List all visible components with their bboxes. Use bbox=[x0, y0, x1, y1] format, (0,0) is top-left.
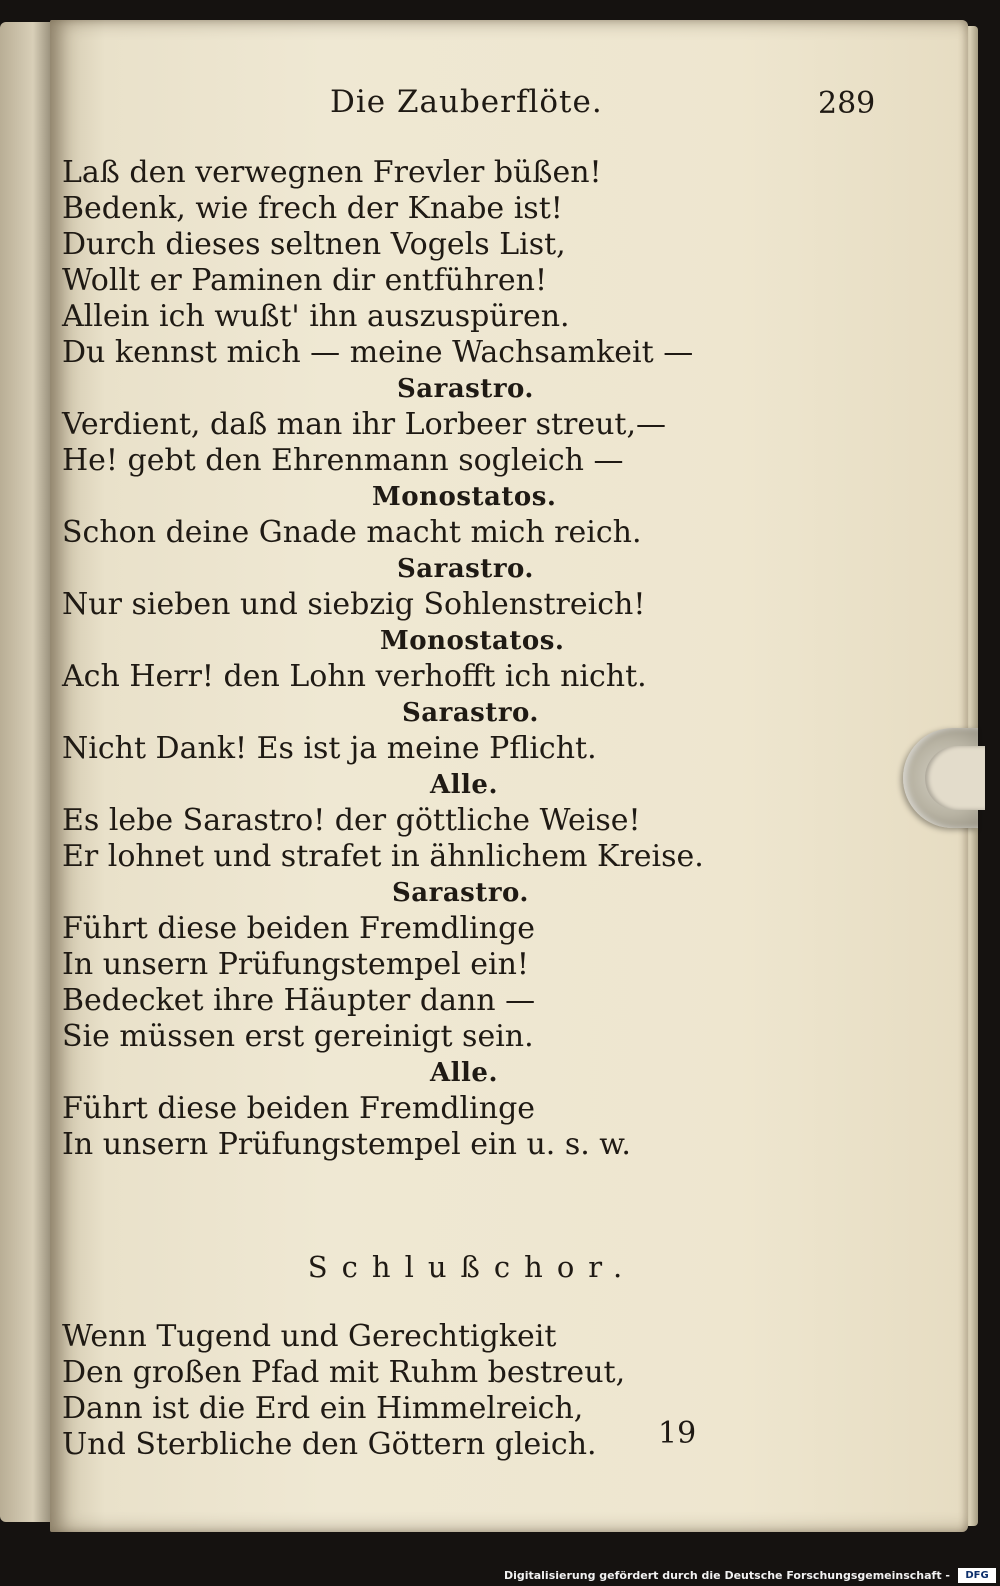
chorus-line: Dann ist die Erd ein Himmelreich, bbox=[62, 1391, 584, 1426]
verse-line: He! gebt den Ehrenmann sogleich — bbox=[62, 443, 624, 478]
verse-line: Allein ich wußt' ihn auszuspüren. bbox=[62, 299, 570, 334]
verse-line: Führt diese beiden Fremdlinge bbox=[62, 911, 536, 946]
verse-line: Es lebe Sarastro! der göttliche Weise! bbox=[62, 803, 641, 838]
verse-line: Sie müssen erst gereinigt sein. bbox=[62, 1019, 534, 1054]
chorus-line: Und Sterbliche den Göttern gleich. bbox=[62, 1427, 597, 1462]
speaker-name: Monostatos. bbox=[372, 482, 557, 512]
verse-line: Bedenk, wie frech der Knabe ist! bbox=[62, 191, 563, 226]
verse-line: Nur sieben und siebzig Sohlenstreich! bbox=[62, 587, 646, 622]
verse-line: Nicht Dank! Es ist ja meine Pflicht. bbox=[62, 731, 597, 766]
verse-text bbox=[62, 155, 704, 1463]
verse-line: Durch dieses seltnen Vogels List, bbox=[62, 227, 566, 262]
speaker-name: Sarastro. bbox=[397, 374, 534, 404]
running-head-title: Die Zauberflöte. bbox=[330, 84, 603, 120]
section-gap bbox=[62, 1287, 682, 1319]
speaker-name: Sarastro. bbox=[402, 698, 539, 728]
verse-line: Bedecket ihre Häupter dann — bbox=[62, 983, 536, 1018]
verse-line: Schon deine Gnade macht mich reich. bbox=[62, 515, 642, 550]
speaker-name: Sarastro. bbox=[397, 554, 534, 584]
verse-line: Du kennst mich — meine Wachsamkeit — bbox=[62, 335, 694, 370]
section-gap bbox=[62, 1163, 682, 1247]
speaker-name: Alle. bbox=[430, 770, 499, 800]
dfg-logo: DFG bbox=[958, 1568, 996, 1583]
speaker-name: Monostatos. bbox=[380, 626, 565, 656]
signature-mark: 19 bbox=[658, 1416, 697, 1451]
verse-line: In unsern Prüfungstempel ein! bbox=[62, 947, 529, 982]
digitization-credit: Digitalisierung gefördert durch die Deutsche Forschungsgemeinschaft - bbox=[503, 1569, 950, 1582]
section-title: Schlußchor. bbox=[307, 1250, 637, 1284]
verse-line: Er lohnet und strafet in ähnlichem Kreise. bbox=[62, 839, 704, 874]
chorus-line: Wenn Tugend und Gerechtigkeit bbox=[62, 1319, 557, 1354]
speaker-name: Sarastro. bbox=[392, 878, 529, 908]
chorus-line: Den großen Pfad mit Ruhm bestreut, bbox=[62, 1355, 626, 1390]
verse-line: In unsern Prüfungstempel ein u. s. w. bbox=[62, 1127, 631, 1162]
verse-line: Ach Herr! den Lohn verhofft ich nicht. bbox=[62, 659, 647, 694]
speaker-name: Alle. bbox=[430, 1058, 499, 1088]
verse-line: Verdient, daß man ihr Lorbeer streut,— bbox=[62, 407, 667, 442]
verse-line: Führt diese beiden Fremdlinge bbox=[62, 1091, 536, 1126]
verse-line: Wollt er Paminen dir entführen! bbox=[62, 263, 547, 298]
verse-line: Laß den verwegnen Frevler büßen! bbox=[62, 155, 602, 190]
page-number: 289 bbox=[818, 86, 876, 121]
